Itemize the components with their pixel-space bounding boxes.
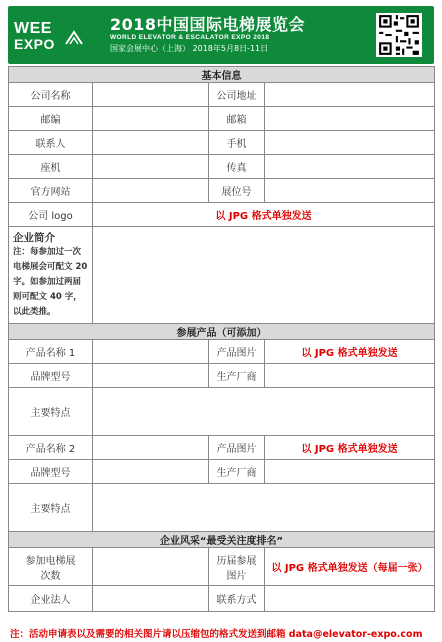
form-row (9, 548, 435, 586)
product-name-label: 产品名称 2 (9, 436, 93, 460)
features-label: 主要特点 (9, 388, 93, 436)
company-address-label: 公司地址 (209, 83, 265, 107)
features-field[interactable] (93, 484, 435, 532)
intro-field[interactable] (93, 227, 435, 324)
intro-note: 注：每参加过一次电梯展会可配文 20 字。如参加过两届则可配文 40 字，以此类推。 (13, 247, 88, 317)
expo-title-block (110, 12, 340, 54)
expo-venue-date: 国家会展中心（上海） 2018年5月8日-11日 (110, 44, 269, 53)
form-row (9, 484, 435, 532)
section-basic-info (9, 67, 435, 83)
product-name-label: 产品名称 1 (9, 340, 93, 364)
expo-title: 2018中国国际电梯展览会 (110, 15, 306, 34)
qr-code-icon (376, 13, 422, 57)
brand-model-field[interactable] (93, 460, 209, 484)
phone-field[interactable] (93, 155, 209, 179)
legal-person-label: 企业法人 (9, 586, 93, 612)
form-row (9, 155, 435, 179)
product-image-note: 以 JPG 格式单独发送 (265, 436, 435, 460)
intro-title: 企业简介 (13, 232, 55, 244)
manufacturer-label: 生产厂商 (209, 364, 265, 388)
expo-times-field[interactable] (93, 548, 209, 586)
product-name-field[interactable] (93, 340, 209, 364)
form-row (9, 203, 435, 227)
product-image-label: 产品图片 (209, 436, 265, 460)
manufacturer-field[interactable] (265, 364, 435, 388)
intro-cell (9, 227, 93, 324)
form-row (9, 179, 435, 203)
phone-label: 座机 (9, 155, 93, 179)
contact-label: 联系人 (9, 131, 93, 155)
section-title-style: 企业风采“最受关注度排名” (9, 532, 435, 548)
brand-model-label: 品牌型号 (9, 460, 93, 484)
brand-model-field[interactable] (93, 364, 209, 388)
footer-note: 注：活动申请表以及需要的相关图片请以压缩包的格式发送到邮箱 data@elevator-expo.com (10, 629, 423, 640)
form-row (9, 436, 435, 460)
product-name-field[interactable] (93, 436, 209, 460)
features-field[interactable] (93, 388, 435, 436)
email-field[interactable] (265, 107, 435, 131)
website-field[interactable] (93, 179, 209, 203)
manufacturer-label: 生产厂商 (209, 460, 265, 484)
legal-person-field[interactable] (93, 586, 209, 612)
logo-note: 以 JPG 格式单独发送 (93, 203, 435, 227)
email-label: 邮箱 (209, 107, 265, 131)
header-banner (8, 6, 434, 64)
booth-field[interactable] (265, 179, 435, 203)
form-row (9, 83, 435, 107)
brand-model-label: 品牌型号 (9, 364, 93, 388)
expo-times-label (9, 548, 93, 586)
past-photos-line1: 历届参展 (216, 555, 257, 567)
expo-times-line1: 参加电梯展 (25, 555, 76, 567)
company-name-label: 公司名称 (9, 83, 93, 107)
postcode-label: 邮编 (9, 107, 93, 131)
section-products (9, 324, 435, 340)
past-photos-line2: 图片 (226, 570, 247, 582)
form-row (9, 340, 435, 364)
section-title-products: 参展产品（可添加） (9, 324, 435, 340)
website-label: 官方网站 (9, 179, 93, 203)
form-row (9, 107, 435, 131)
booth-label: 展位号 (209, 179, 265, 203)
past-photos-label (209, 548, 265, 586)
logo-mark-icon (64, 28, 84, 48)
form-row (9, 364, 435, 388)
contact-field[interactable] (93, 131, 209, 155)
mobile-label: 手机 (209, 131, 265, 155)
product-image-note: 以 JPG 格式单独发送 (265, 340, 435, 364)
logo-text-bottom: EXPO (14, 36, 55, 52)
past-photos-note: 以 JPG 格式单独发送（每届一张） (265, 548, 435, 586)
application-form (8, 66, 435, 612)
logo-text-top: WEE (14, 20, 52, 37)
contact-method-label: 联系方式 (209, 586, 265, 612)
fax-field[interactable] (265, 155, 435, 179)
form-row (9, 131, 435, 155)
product-image-label: 产品图片 (209, 340, 265, 364)
features-label: 主要特点 (9, 484, 93, 532)
form-row (9, 388, 435, 436)
expo-logo (14, 20, 88, 54)
contact-method-field[interactable] (265, 586, 435, 612)
expo-subtitle: WORLD ELEVATOR & ESCALATOR EXPO 2018 (110, 34, 270, 41)
form-row (9, 586, 435, 612)
mobile-field[interactable] (265, 131, 435, 155)
section-title-basic: 基本信息 (9, 67, 435, 83)
postcode-field[interactable] (93, 107, 209, 131)
form-row (9, 460, 435, 484)
fax-label: 传真 (209, 155, 265, 179)
company-address-field[interactable] (265, 83, 435, 107)
logo-label: 公司 logo (9, 203, 93, 227)
expo-times-line2: 次数 (40, 570, 61, 582)
manufacturer-field[interactable] (265, 460, 435, 484)
company-name-field[interactable] (93, 83, 209, 107)
form-row (9, 227, 435, 324)
section-company-style (9, 532, 435, 548)
